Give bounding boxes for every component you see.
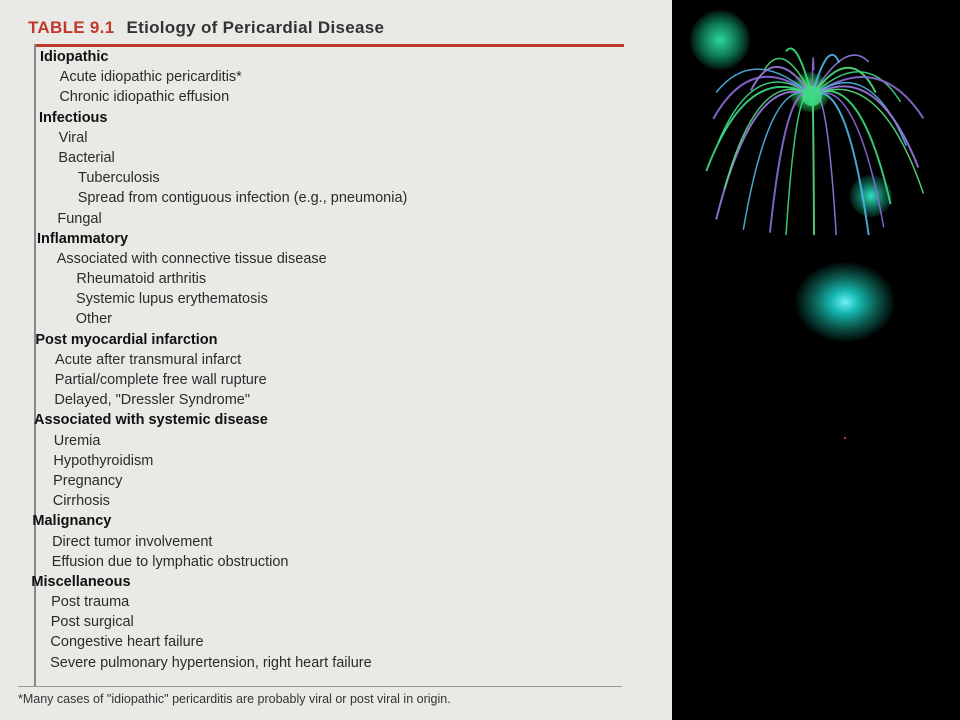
- category-heading: Inflammatory: [37, 230, 129, 247]
- table-row: Uremia: [53, 432, 101, 449]
- table-row: Chronic idiopathic effusion: [59, 89, 230, 106]
- streamer-line: [743, 93, 812, 230]
- table-row: Rheumatoid arthritis: [76, 271, 207, 288]
- footnote-rule: [18, 686, 622, 687]
- fireworks-streamers-icon: [672, 0, 960, 240]
- table-row: Spread from contiguous infection (e.g., pneumonia): [77, 190, 408, 207]
- streamer-line: [713, 77, 812, 119]
- category-heading: Malignancy: [32, 513, 112, 530]
- streamer-center: [802, 86, 822, 106]
- table-heading: [28, 18, 384, 38]
- table-row: Tuberculosis: [78, 170, 160, 187]
- table-row: Hypothyroidism: [53, 452, 154, 469]
- table-row: Post surgical: [50, 614, 134, 631]
- table-row: Effusion due to lymphatic obstruction: [51, 553, 289, 570]
- table-row: Delayed, "Dressler Syndrome": [54, 392, 251, 409]
- table-row: Fungal: [57, 210, 102, 227]
- table-row: Acute idiopathic pericarditis*: [59, 69, 242, 86]
- footnote: *Many cases of "idiopathic" pericarditis are probably viral or post viral in origin.: [18, 692, 451, 706]
- table-row: Bacterial: [58, 149, 115, 166]
- category-heading: Idiopathic: [40, 49, 109, 65]
- streamer-line: [812, 94, 814, 235]
- table-row: Other: [75, 311, 112, 328]
- category-heading: Infectious: [39, 109, 108, 126]
- decorative-dot: [844, 437, 846, 439]
- table-row: Direct tumor involvement: [52, 533, 213, 550]
- streamer-line: [812, 93, 884, 228]
- glow-orb-icon: [795, 262, 895, 342]
- category-heading: Miscellaneous: [31, 573, 131, 590]
- table-row: Associated with connective tissue disease: [56, 250, 327, 267]
- table-row: Cirrhosis: [52, 493, 110, 510]
- table-rows: [0, 47, 672, 673]
- table-number: TABLE 9.1: [28, 18, 115, 37]
- table-row: Systemic lupus erythematosis: [76, 291, 268, 308]
- category-heading: Post myocardial infarction: [35, 331, 218, 348]
- table-title: Etiology of Pericardial Disease: [126, 18, 385, 37]
- streamer-line: [812, 94, 836, 235]
- table-row: Pregnancy: [53, 472, 123, 489]
- table-row: Partial/complete free wall rupture: [54, 372, 267, 388]
- streamer-line: [716, 92, 812, 220]
- table-row: Viral: [58, 129, 88, 146]
- table-row: Post trauma: [51, 594, 130, 611]
- table-row: Congestive heart failure: [50, 634, 204, 651]
- category-heading: Associated with systemic disease: [34, 412, 268, 429]
- table-row: Acute after transmural infarct: [55, 351, 242, 368]
- table-row: Severe pulmonary hypertension, right heart failure: [50, 654, 372, 671]
